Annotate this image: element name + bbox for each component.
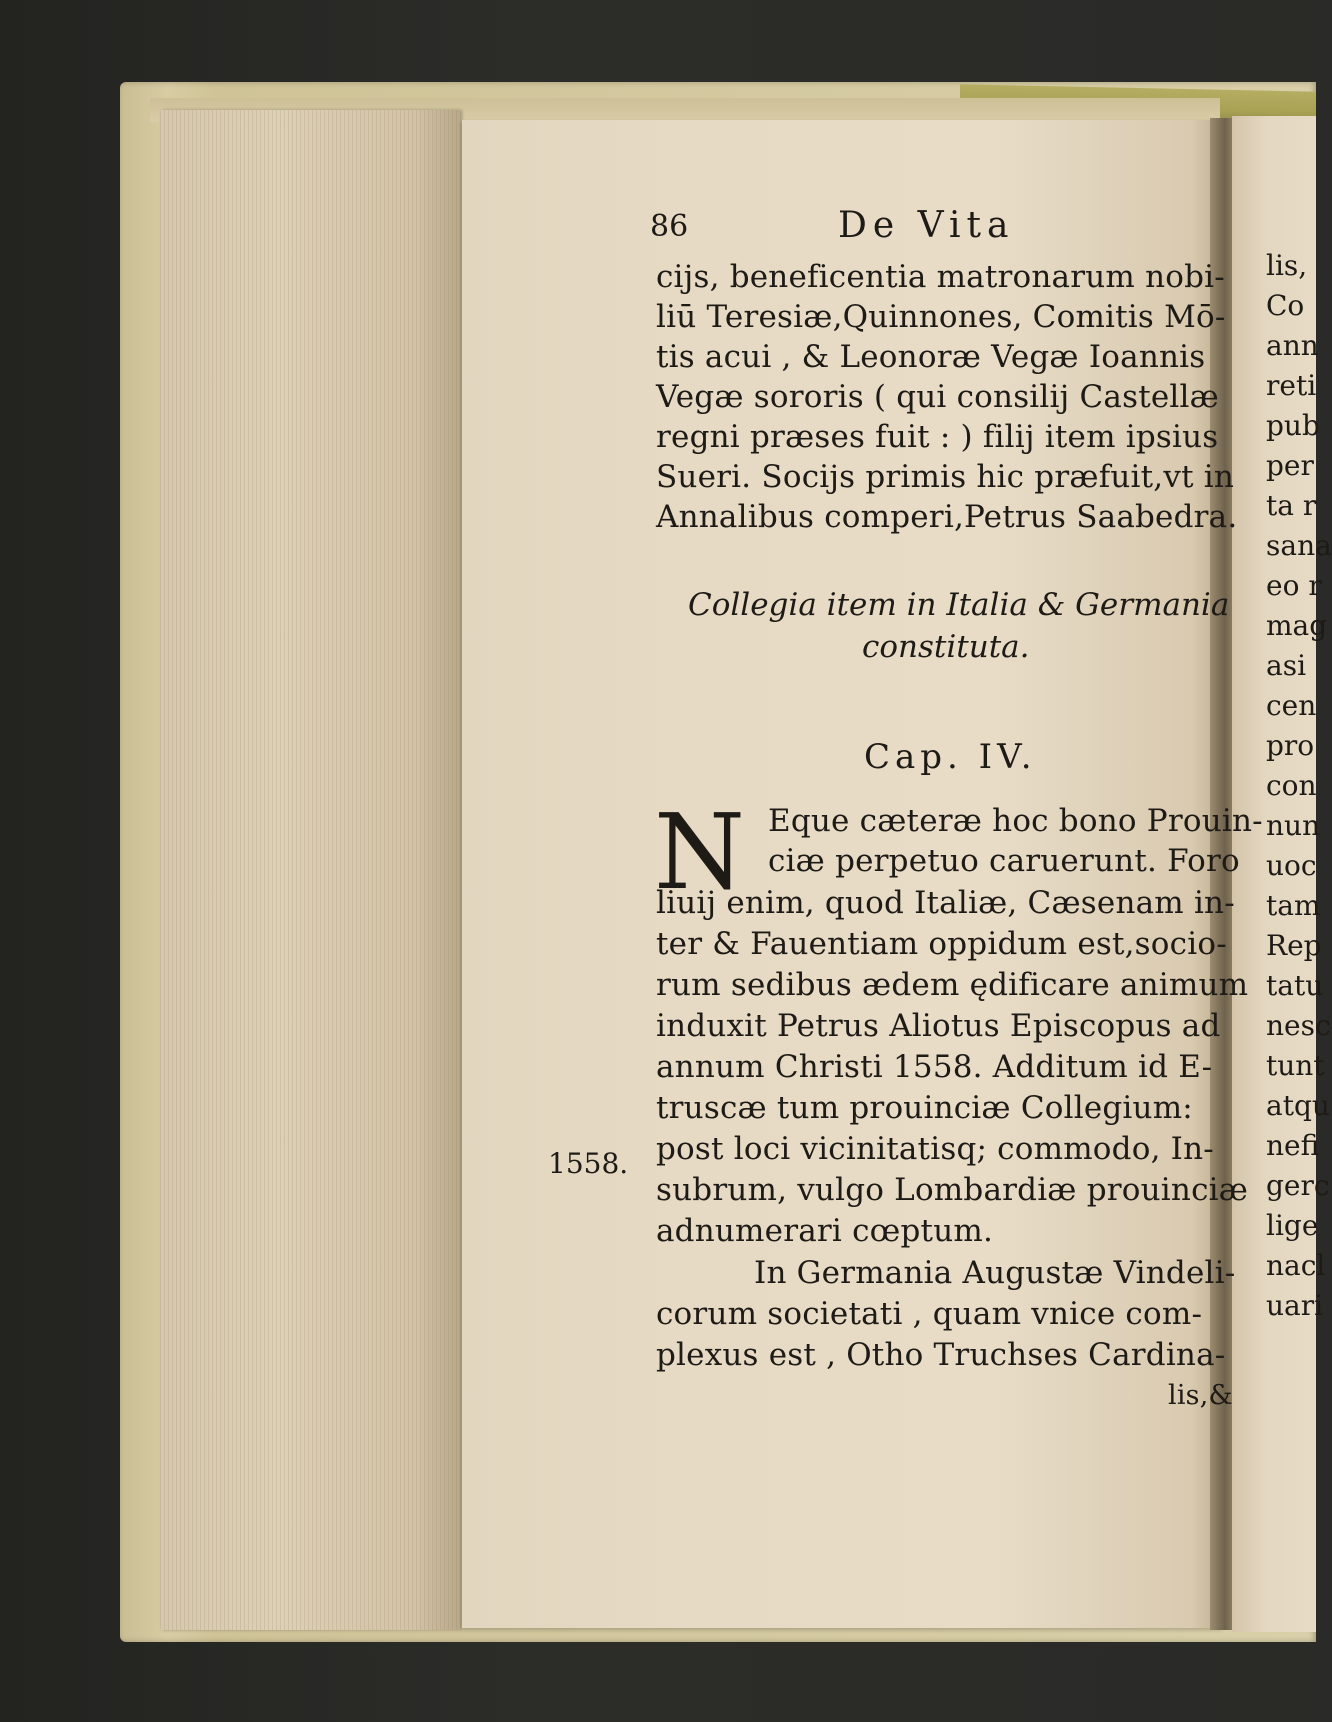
page-number: 86 <box>650 209 689 244</box>
text-line: plexus est , Otho Truchses Cardina- <box>656 1337 1226 1373</box>
facing-fragment: uari <box>1266 1289 1324 1322</box>
facing-fragment: cen <box>1266 689 1317 722</box>
facing-fragment: mag <box>1266 609 1328 642</box>
facing-fragment: gerc <box>1266 1169 1330 1202</box>
text-line: Eque cæteræ hoc bono Prouin- <box>768 803 1263 839</box>
facing-fragment: ann <box>1266 329 1319 362</box>
facing-fragment: asi <box>1266 649 1307 682</box>
text-line: induxit Petrus Aliotus Episcopus ad <box>656 1008 1221 1044</box>
facing-fragment: ta r <box>1266 489 1317 522</box>
facing-fragment: tam <box>1266 889 1321 922</box>
text-line: Vegæ sororis ( qui consilij Castellæ <box>656 379 1219 415</box>
facing-fragment: nesc <box>1266 1009 1331 1042</box>
text-line: subrum, vulgo Lombardiæ prouinciæ <box>656 1172 1249 1208</box>
facing-fragment: atqu <box>1266 1089 1330 1122</box>
facing-fragment: tatu <box>1266 969 1324 1002</box>
drop-initial: N <box>654 791 745 913</box>
text-line: post loci vicinitatisq; commodo, In- <box>656 1131 1214 1167</box>
section-heading-line-1: Collegia item in Italia & Germania <box>688 587 1230 623</box>
text-line: rum sedibus ædem ędificare animum <box>656 967 1249 1003</box>
facing-fragment: sana <box>1266 529 1332 562</box>
facing-fragment: reti <box>1266 369 1317 402</box>
facing-fragment: lis, <box>1266 249 1308 282</box>
facing-fragment: eo r <box>1266 569 1322 602</box>
text-line: annum Christi 1558. Additum id E- <box>656 1049 1213 1085</box>
catchword: lis,& <box>1168 1380 1233 1411</box>
facing-fragment: tunt <box>1266 1049 1325 1082</box>
facing-fragment: pub <box>1266 409 1320 442</box>
text-line: Annalibus comperi,Petrus Saabedra. <box>656 499 1238 535</box>
text-line: adnumerari cœptum. <box>656 1213 994 1249</box>
text-line: truscæ tum prouinciæ Collegium: <box>656 1090 1193 1126</box>
text-line: regni præses fuit : ) filij item ipsius <box>656 419 1219 455</box>
text-line: Sueri. Socijs primis hic præfuit,vt in <box>656 459 1235 495</box>
facing-fragment: nacl <box>1266 1249 1326 1282</box>
text-line: cijs, beneficentia matronarum nobi- <box>656 259 1225 295</box>
facing-fragment: nun <box>1266 809 1321 842</box>
recto-text-clip <box>1232 116 1332 1632</box>
margin-note-year: 1558. <box>548 1147 629 1180</box>
text-line: liū Teresiæ,Quinnones, Comitis Mō- <box>656 299 1226 335</box>
chapter-heading: Cap. IV. <box>864 737 1037 777</box>
text-line: liuij enim, quod Italiæ, Cæsenam in- <box>656 885 1235 921</box>
text-line: ter & Fauentiam oppidum est,socio- <box>656 926 1227 962</box>
text-line: ciæ perpetuo caruerunt. Foro <box>768 843 1240 879</box>
facing-fragment: per <box>1266 449 1314 482</box>
facing-fragment: Co <box>1266 289 1305 322</box>
facing-fragment: Rep <box>1266 929 1322 962</box>
facing-fragment: pro <box>1266 729 1315 762</box>
running-title: De Vita <box>838 205 1015 246</box>
text-line: In Germania Augustæ Vindeli- <box>754 1255 1236 1291</box>
facing-fragment: lige <box>1266 1209 1319 1242</box>
section-heading-line-2: constituta. <box>862 629 1030 665</box>
text-line: tis acui , & Leonoræ Vegæ Ioannis <box>656 339 1206 375</box>
facing-fragment: nefi <box>1266 1129 1320 1162</box>
page-block-edge <box>160 110 460 1630</box>
facing-fragment: uoc <box>1266 849 1317 882</box>
facing-fragment: con <box>1266 769 1317 802</box>
text-line: corum societati , quam vnice com- <box>656 1296 1203 1332</box>
